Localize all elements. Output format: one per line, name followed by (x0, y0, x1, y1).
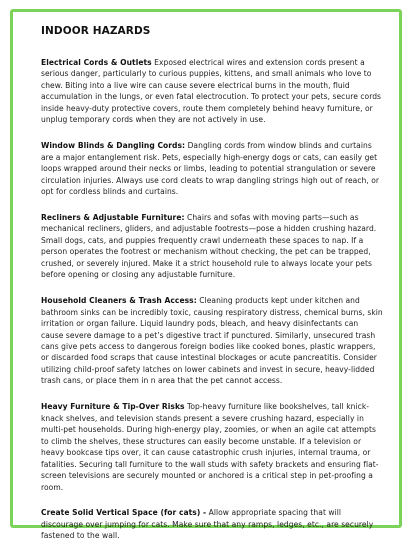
section-body: Top-heavy furniture like bookshelves, tall knick-knack shelves, and television stands present a severe crushing hazard, especially in multi-pet households. During high-energy play, zoomies, or when an agile cat attempts to climb the shelves, these structures can easily become unstable. If a television or heavy bookcase tips over, it can cause catastrophic crush injuries, internal trauma, or fatalities. Securing tall furniture to the wall studs with safety brackets and ensuring flat-screen televisions are securely mounted or anchored is a critical step in pet-proofing a room. (41, 402, 379, 492)
hazards-page (10, 9, 402, 541)
section-vertical-space (41, 507, 383, 541)
page-title: INDOOR HAZARDS (41, 25, 151, 37)
section-body: Dangling cords from window blinds and curtains are a major entanglement risk. Pets, especially high-energy dogs or cats, can easily get loops wrapped around their necks or limbs, leading to potential strangulation or severe circulation injuries. Always use cord cleats to wrap dangling strings high out of reach, or opt for cordless blinds and curtains. (41, 141, 380, 197)
section-heading: Recliners & Adjustable Furniture: (41, 212, 185, 222)
section-heading: Household Cleaners & Trash Access: (41, 296, 197, 306)
section-heading: Window Blinds & Dangling Cords: (41, 141, 186, 151)
section-body: Cleaning products kept under kitchen and bathroom sinks can be incredibly toxic, causing respiratory distress, chemical burns, skin irritation or organ failure. Liquid laundry pods, bleach, and heavy disinfectants can cause severe damage to a pet’s digestive tract if punctured. Similarly, unsecured trash cans give pets access to dangerous foreign bodies like cooked bones, plastic wrappers, or discarded food scraps that cause intestinal blockages or acute pancreatitis. Consider utilizing child-proof safety latches on lower cabinets and invest in secure, heavy-lidded trash cans, or place them in n area that the pet cannot access. (41, 296, 383, 386)
section-heading: Create Solid Vertical Space (for cats) - (41, 508, 207, 518)
section-household-cleaners (41, 295, 383, 387)
section-heavy-furniture (41, 401, 383, 493)
section-body: Exposed electrical wires and extension cords present a serious danger, particularly to curious puppies, kittens, and small animals who love to chew. Biting into a live wire can cause severe electrical burns in the mouth, fluid accumulation in the lungs, or even fatal electrocution. To protect your pets, secure cords inside heavy-duty protective covers, route them completely behind heavy furniture, or unplug temporary cords when they are not actively in use. (41, 58, 382, 125)
section-body: Chairs and sofas with moving parts—such as mechanical recliners, gliders, and adjustable footrests—pose a hidden crushing hazard. Small dogs, cats, and puppies frequently crawl underneath these spaces to nap. If a person operates the footrest or mechanism without checking, the pet can be trapped, crushed, or severely injured. Make it a strict household rule to always locate your pets before opening or closing any adjustable furniture. (41, 212, 377, 280)
section-recliners (41, 212, 383, 281)
section-heading: Heavy Furniture & Tip-Over Risks (41, 402, 185, 412)
section-electrical-cords (41, 57, 383, 126)
section-body: Allow appropriate spacing that will discourage over jumping for cats. Make sure that any ramps, ledges, etc., are securely fastened to the wall. (41, 508, 374, 541)
section-window-blinds (41, 140, 383, 197)
section-heading: Electrical Cords & Outlets (41, 58, 152, 67)
